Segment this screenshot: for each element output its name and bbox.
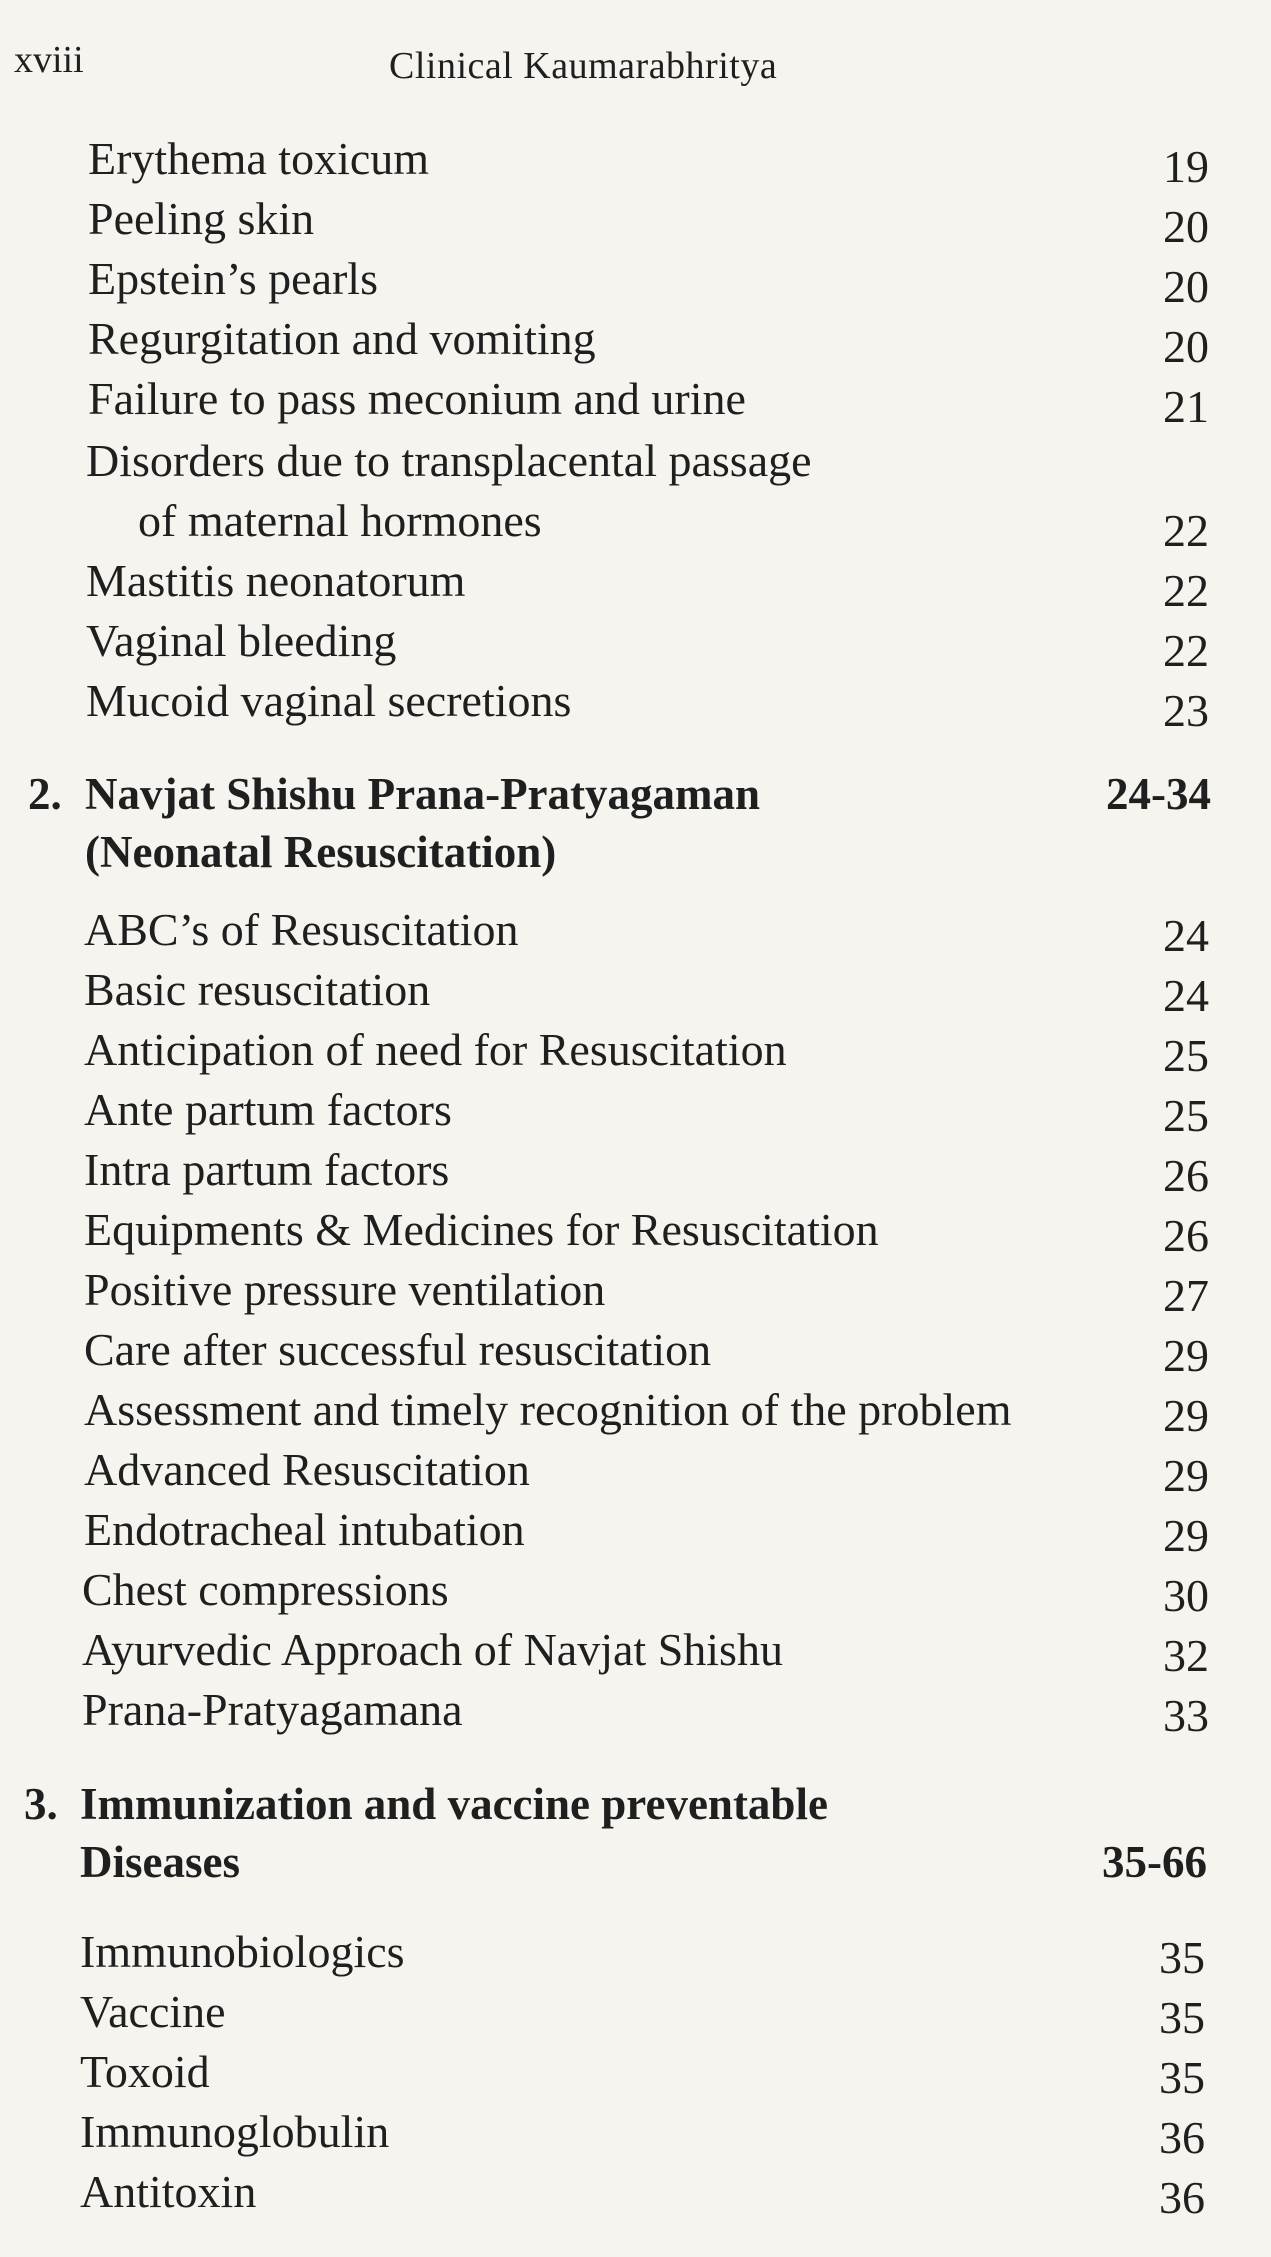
toc-entry-page: 36 <box>1159 2112 1205 2163</box>
toc-entry-title: Chest compressions <box>82 1564 449 1615</box>
toc-entry <box>0 2105 1271 2163</box>
toc-entry-page: 19 <box>1163 141 1209 192</box>
page-header <box>14 38 1241 98</box>
toc-entry-page: 26 <box>1163 1150 1209 1201</box>
toc-entry <box>0 1083 1271 1141</box>
toc-entry-title: Endotracheal intubation <box>84 1504 525 1555</box>
toc-entry-page: 20 <box>1163 201 1209 252</box>
toc-entry-title: Positive pressure ventilation <box>84 1264 606 1315</box>
toc-entry <box>0 1985 1271 2043</box>
chapter-title-line2: (Neonatal Resuscitation) <box>85 827 557 877</box>
toc-entry <box>0 1383 1271 1441</box>
toc-entry <box>0 1683 1271 1741</box>
toc-entry <box>0 1925 1271 1983</box>
toc-entry-title: Advanced Resuscitation <box>84 1444 530 1495</box>
toc-entry-title: Epstein’s pearls <box>88 253 378 304</box>
toc-entry-page: 35 <box>1159 1992 1205 2043</box>
toc-entry <box>0 614 1271 676</box>
toc-entry <box>0 1263 1271 1321</box>
toc-entry-title: Prana-Pratyagamana <box>82 1684 463 1735</box>
toc-entry <box>0 1563 1271 1621</box>
toc-entry-page: 22 <box>1163 565 1209 616</box>
toc-entry-title: Ayurvedic Approach of Navjat Shishu <box>82 1624 783 1675</box>
chapter-title-line1: Immunization and vaccine preventable <box>80 1779 828 1829</box>
toc-entry-page: 24 <box>1163 970 1209 1021</box>
toc-entry-title: Equipments & Medicines for Resuscitation <box>84 1204 879 1255</box>
toc-entry <box>0 963 1271 1021</box>
toc-entry <box>0 1623 1271 1681</box>
toc-entry <box>0 494 1271 556</box>
toc-entry-title: Intra partum factors <box>84 1144 450 1195</box>
chapter-page-range: 24-34 <box>1106 769 1211 819</box>
toc-entry <box>0 1143 1271 1201</box>
page-number: xviii <box>14 39 84 81</box>
toc-entry-title: Failure to pass meconium and urine <box>88 373 746 424</box>
toc-entry <box>0 1203 1271 1261</box>
toc-entry-page: 27 <box>1163 1270 1209 1321</box>
toc-entry-page: 35 <box>1159 1932 1205 1983</box>
toc-entry-title: Mastitis neonatorum <box>86 555 466 606</box>
chapter-number: 3. <box>24 1779 58 1829</box>
toc-entry-page: 29 <box>1163 1330 1209 1381</box>
chapter-heading <box>0 768 1271 888</box>
toc-entry-title: Disorders due to transplacental passage <box>86 435 812 486</box>
chapter-number: 2. <box>28 769 62 819</box>
toc-entry-page: 32 <box>1163 1630 1209 1681</box>
chapter-title-line2: Diseases <box>80 1837 240 1887</box>
toc-entry-title: Peeling skin <box>88 193 315 244</box>
toc-entry-title: Ante partum factors <box>84 1084 452 1135</box>
toc-entry-title: Basic resuscitation <box>84 964 431 1015</box>
chapter-page-range: 35-66 <box>1102 1837 1207 1887</box>
toc-entry <box>0 252 1271 310</box>
toc-entry-title: Care after successful resuscitation <box>84 1324 712 1375</box>
toc-entry-page: 22 <box>1163 625 1209 676</box>
toc-entry-page: 25 <box>1163 1030 1209 1081</box>
toc-entry-title: Erythema toxicum <box>88 133 430 184</box>
toc-entry <box>0 2165 1271 2223</box>
toc-entry <box>0 554 1271 616</box>
toc-entry-page: 30 <box>1163 1570 1209 1621</box>
toc-entry-title: Anticipation of need for Resuscitation <box>84 1024 787 1075</box>
book-title: Clinical Kaumarabhritya <box>389 45 778 87</box>
toc-entry-page: 21 <box>1163 381 1209 432</box>
toc-entry <box>0 372 1271 430</box>
toc-entry <box>0 1323 1271 1381</box>
chapter-heading <box>0 1778 1271 1898</box>
toc-entry-page: 35 <box>1159 2052 1205 2103</box>
toc-entry-title: Regurgitation and vomiting <box>88 313 596 364</box>
toc-entry <box>0 2045 1271 2103</box>
toc-entry <box>0 132 1271 190</box>
toc-entry-page: 26 <box>1163 1210 1209 1261</box>
toc-entry <box>0 312 1271 370</box>
toc-entry-title: Immunoglobulin <box>80 2106 390 2157</box>
toc-entry <box>0 903 1271 961</box>
toc-entry-title: Immunobiologics <box>80 1926 405 1977</box>
toc-entry-title: ABC’s of Resuscitation <box>84 904 519 955</box>
chapter-title-line1: Navjat Shishu Prana-Pratyagaman <box>85 769 761 819</box>
toc-entry-page: 25 <box>1163 1090 1209 1141</box>
toc-entry-title: Vaginal bleeding <box>86 615 397 666</box>
toc-entry-title: of maternal hormones <box>138 495 542 546</box>
toc-entry <box>0 1023 1271 1081</box>
toc-entry <box>0 674 1271 736</box>
toc-entry <box>0 1443 1271 1501</box>
toc-entry-title: Vaccine <box>80 1986 226 2037</box>
toc-entry <box>0 1503 1271 1561</box>
toc-entry <box>0 192 1271 250</box>
toc-entry-page: 33 <box>1163 1690 1209 1741</box>
toc-entry-page: 24 <box>1163 910 1209 961</box>
toc-entry-title: Antitoxin <box>80 2166 257 2217</box>
toc-entry-page: 29 <box>1163 1450 1209 1501</box>
toc-entry-page: 20 <box>1163 321 1209 372</box>
toc-entry-page: 22 <box>1163 505 1209 556</box>
toc-entry-title: Toxoid <box>80 2046 210 2097</box>
toc-entry-page: 20 <box>1163 261 1209 312</box>
toc-entry <box>0 434 1271 492</box>
toc-entry-title: Mucoid vaginal secretions <box>86 675 572 726</box>
toc-entry-page: 29 <box>1163 1510 1209 1561</box>
toc-entry-title: Assessment and timely recognition of the problem <box>84 1384 1012 1435</box>
toc-entry-page: 36 <box>1159 2172 1205 2223</box>
toc-entry-page: 23 <box>1163 685 1209 736</box>
toc-entry-page: 29 <box>1163 1390 1209 1441</box>
